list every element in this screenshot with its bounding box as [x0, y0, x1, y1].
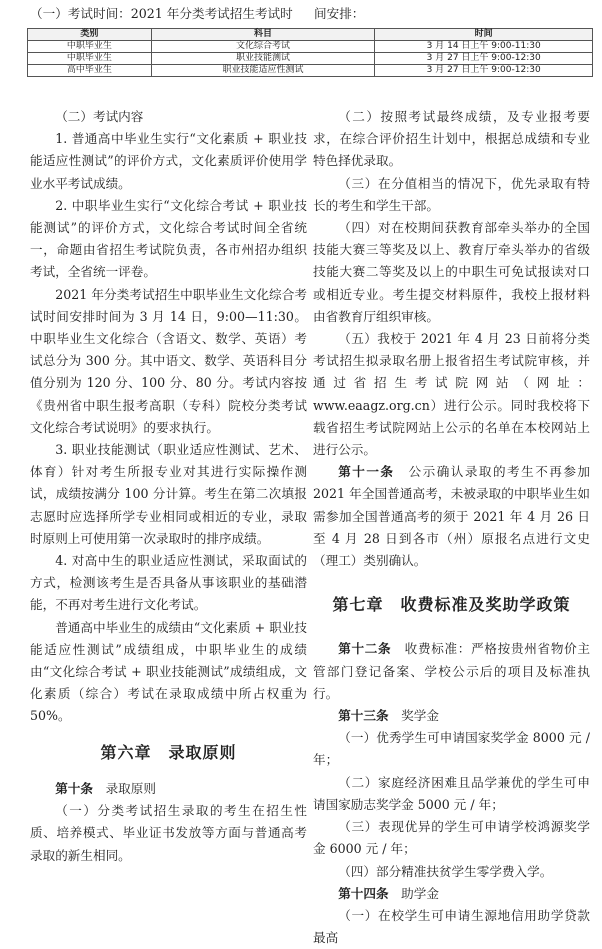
section-heading-exam-content: （二）考试内容	[55, 109, 144, 124]
table-cell: 中职毕业生	[28, 41, 152, 53]
paragraph: （五）我校于 2021 年 4 月 23 日前将分类考试招生拟录取名册上报省招生考试院审核，并通过省招生考试院网站（网址：www.eaagz.org.cn）进行公示。同时我校将下载省招生考试院网站上公示的名单在本校网站上进行公示。	[313, 331, 590, 458]
table-header-row	[28, 29, 593, 41]
chapter-title: 第七章 收费标准及奖助学政策	[332, 595, 571, 615]
table-cell: 3 月 27 日上午 9:00-12:30	[375, 65, 593, 77]
article-title: 助学金	[388, 885, 439, 901]
paragraph: （一）分类考试招生录取的考生在招生性质、培养模式、毕业证书发放等方面与普通高考录取的新生相同。	[30, 803, 307, 863]
list-item: （二）家庭经济困难且品学兼优的学生可申请国家励志奖学金 5000 元 / 年；	[313, 774, 590, 812]
table-cell: 职业技能适应性测试	[151, 65, 375, 77]
exam-schedule-table	[27, 28, 593, 77]
table-cell: 文化综合考试	[151, 41, 375, 53]
table-header-cell: 科目	[151, 29, 375, 41]
right-column	[313, 106, 590, 949]
article-text: 收费标准：严格按贵州省物价主管部门登记备案、学校公示后的项目及标准执行。	[313, 641, 591, 701]
article-label: 第十二条	[338, 641, 392, 657]
table-cell: 中职毕业生	[28, 53, 152, 65]
article-heading	[313, 705, 590, 727]
article-label: 第十四条	[338, 885, 389, 901]
article-title: 录取原则	[92, 780, 156, 796]
table-header-cell: 类别	[28, 29, 152, 41]
table-cell: 3 月 27 日上午 9:00-12:30	[375, 53, 593, 65]
table-row	[28, 53, 593, 65]
table-cell: 职业技能测试	[151, 53, 375, 65]
paragraph: （四）对在校期间获教育部牵头举办的全国技能大赛三等奖及以上、教育厅牵头举办的省级技能大赛二等奖及以上的中职生可免试报读对口或相近专业。考生提交材料原件，我校上报材料由省教育厅组织审核。	[313, 220, 590, 324]
list-item: （一）在校学生可申请生源地信用助学贷款最高	[313, 907, 590, 946]
article-heading	[30, 778, 307, 800]
article-paragraph	[313, 638, 590, 705]
paragraph: （三）在分值相当的情况下，优先录取有特长的考生和学生干部。	[313, 175, 590, 213]
article-title: 奖学金	[388, 708, 439, 724]
article-heading	[313, 883, 590, 905]
article-text: 公示确认录取的考生不再参加 2021 年全国普通高考，未被录取的中职毕业生如需参加全国普通高考的须于 2021 年 4 月 26 日至 4 月 28 日到各市（州）原报名点进行文史（理工）类别确认。	[313, 464, 591, 569]
table-row	[28, 41, 593, 53]
intro-right: 间安排：	[314, 6, 365, 21]
article-paragraph	[313, 461, 590, 572]
chapter-title: 第六章 录取原则	[100, 742, 237, 762]
article-label: 第十条	[55, 780, 93, 796]
list-item: （一）优秀学生可申请国家奖学金 8000 元 / 年；	[313, 730, 590, 768]
left-column	[30, 106, 307, 867]
article-label: 第十三条	[338, 708, 389, 724]
list-item: （三）表现优异的学生可申请学校鸿源奖学金 6000 元 / 年；	[313, 819, 590, 857]
paragraph: （二）按照考试最终成绩，及专业报考要求，在综合评价招生计划中，根据总成绩和专业特色择优录取。	[313, 109, 590, 169]
paragraph: 普通高中毕业生的成绩由“文化素质 + 职业技能适应性测试”成绩组成，中职毕业生的成绩由“文化综合考试 + 职业技能测试”成绩组成，文化素质（综合）考试在录取成绩中所占权重为 50%。	[30, 619, 307, 724]
intro-left: （一）考试时间：2021 年分类考试招生考试时	[30, 6, 293, 21]
list-item: （四）部分精准扶贫学生零学费入学。	[338, 863, 553, 879]
article-label: 第十一条	[338, 464, 395, 480]
table-header-cell: 时间	[375, 29, 593, 41]
paragraph: 3. 职业技能测试（职业适应性测试、艺术、体育）针对考生所报专业对其进行实际操作测试，成绩按满分 100 分计算。考生在第二次填报志愿时应选择所学专业相同或相近的专业，录取时原则上可使用第一次录取时的排序成绩。	[30, 442, 307, 546]
paragraph: 2021 年分类考试招生中职毕业生文化综合考试时间安排时间为 3 月 14 日，9:00—11:30。中职毕业生文化综合（含语文、数学、英语）考试总分为 300 分。其中语文、数学、英语科目分值分别为 120 分、100 分、80 分。考试内容按《贵州省中职生报考高职（专科）院校分类考试文化综合考试说明》的要求执行。	[30, 286, 307, 435]
paragraph: 4. 对高中生的职业适应性测试，采取面试的方式，检测该考生是否具备从事该职业的基础潜能，不再对考生进行文化考试。	[30, 553, 307, 613]
intro-line	[30, 5, 590, 23]
paragraph: 1. 普通高中毕业生实行“文化素质 + 职业技能适应性测试”的评价方式，文化素质评价使用学业水平考试成绩。	[30, 131, 307, 191]
paragraph: 2. 中职毕业生实行“文化综合考试 + 职业技能测试”的评价方式，文化综合考试时间全省统一，命题由省招生考试院负责，各市州招办组织考试，全省统一评卷。	[30, 197, 307, 280]
table-cell: 高中毕业生	[28, 65, 152, 77]
table-cell: 3 月 14 日上午 9:00-11:30	[375, 41, 593, 53]
table-row	[28, 65, 593, 77]
